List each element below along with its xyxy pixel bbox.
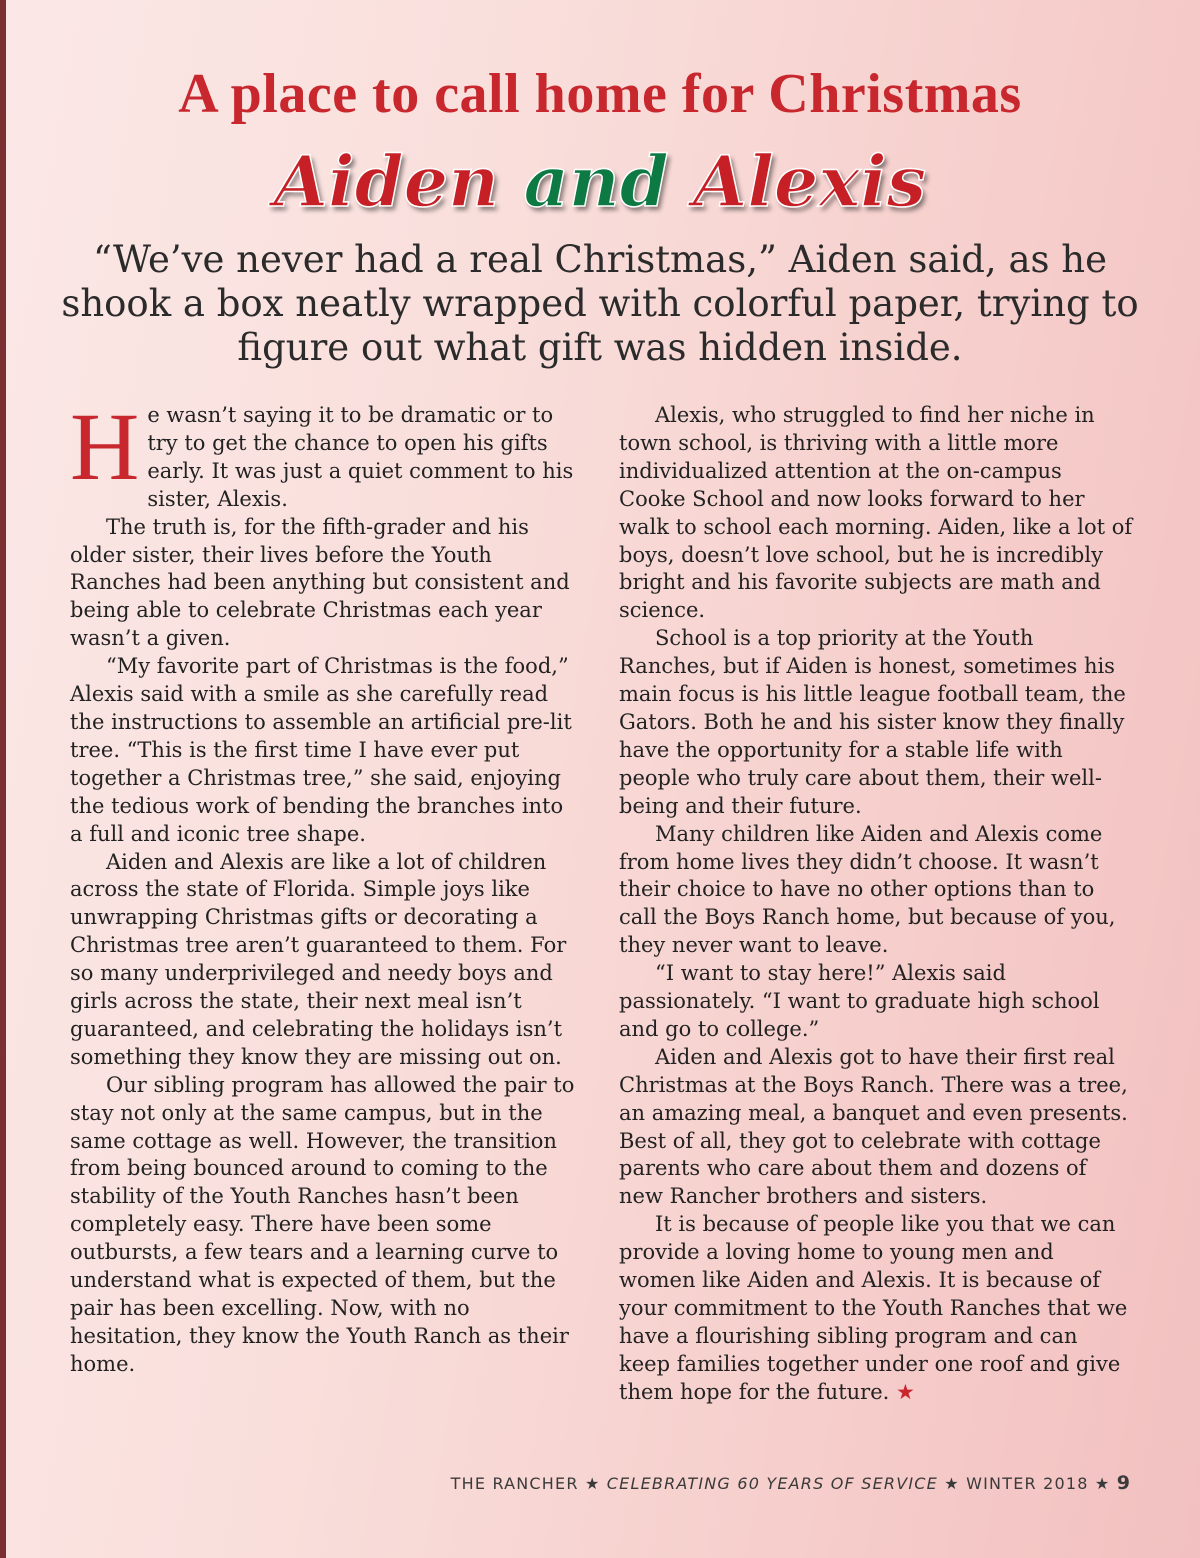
star-separator-icon: ★ bbox=[1094, 1474, 1111, 1493]
name-alexis: Alexis bbox=[693, 140, 927, 223]
body-paragraph: “My favorite part of Christmas is the food,” Alexis said with a smile as she carefully read the instructions to assemble an artificial pre-lit tree. “This is the first time I have ever put together a Christmas tree,” she said, enjoying the tedious work of bending the branches into a full and iconic tree shape. bbox=[70, 654, 572, 846]
page-number: 9 bbox=[1116, 1472, 1130, 1494]
footer-tagline: CELEBRATING 60 YEARS OF SERVICE bbox=[606, 1474, 938, 1493]
publication-name: THE RANCHER bbox=[450, 1474, 579, 1493]
body-paragraph: Many children like Aiden and Alexis come from home lives they didn’t choose. It wasn’t their choice to have no other options than to call the Boys Ranch home, but because of you, they never want to leave. bbox=[619, 821, 1116, 958]
body-paragraph: School is a top priority at the Youth Ranches, but if Aiden is honest, sometimes his main focus is his little league football team, the Gators. Both he and his sister know they finally have the opportunity for a stable life with people who truly care about them, their well-being and their future. bbox=[619, 626, 1126, 818]
story-names-title bbox=[0, 140, 1200, 223]
body-paragraph: Aiden and Alexis got to have their first real Christmas at the Boys Ranch. There was a tree, an amazing meal, a banquet and even presents. Best of all, they got to celebrate with cottage parents who care about them and dozens of new Rancher brothers and sisters. bbox=[619, 1044, 1128, 1209]
body-paragraph: Our sibling program has allowed the pair to stay not only at the same campus, but in the same cottage as well. However, the transition from being bounced around to coming to the stability of the Youth Ranches hasn’t been completely easy. There have been some outbursts, a few tears and a learning curve to understand what is expected of them, but the pair has been excelling. Now, with no hesitation, they know the Youth Ranch as their home. bbox=[70, 1072, 575, 1376]
star-separator-icon: ★ bbox=[944, 1474, 960, 1493]
star-separator-icon: ★ bbox=[584, 1474, 601, 1493]
page-footer bbox=[451, 1472, 1130, 1494]
end-star-icon: ★ bbox=[895, 1379, 915, 1404]
body-column-left bbox=[70, 393, 575, 1379]
drop-cap: H bbox=[70, 393, 140, 500]
body-paragraph: Aiden and Alexis are like a lot of children across the state of Florida. Simple joys like unwrapping Christmas gifts or decorating a Christmas tree aren’t guaranteed to them. For so many underprivileged and needy boys and girls across the state, their next meal isn’t guaranteed, and celebrating the holidays isn’t something they know they are missing out on. bbox=[70, 849, 567, 1069]
pull-quote: “We’ve never had a real Christmas,” Aiden said, as he shook a box neatly wrapped with colorful paper, trying to figure out what gift was hidden inside. bbox=[61, 238, 1139, 369]
body-paragraph: “I want to stay here!” Alexis said passionately. “I want to graduate high school and go to college.” bbox=[619, 961, 1100, 1041]
name-aiden: Aiden bbox=[273, 140, 500, 223]
paragraph-text: It is because of people like you that we can provide a loving home to young men and women like Aiden and Alexis. It is because of your commitment to the Youth Ranches that we have a flourishing sibling program and can keep families together under one roof and give them hope for the future. bbox=[619, 1212, 1128, 1404]
name-and: and bbox=[523, 140, 669, 223]
page-edge-strip bbox=[0, 0, 6, 1558]
body-paragraph: The truth is, for the fifth-grader and his older sister, their lives before the Youth Ranches had been anything but consistent and being able to celebrate Christmas each year wasn’t a given. bbox=[70, 514, 570, 651]
issue-date: WINTER 2018 bbox=[966, 1474, 1089, 1493]
headline: A place to call home for Christmas bbox=[178, 63, 1022, 125]
body-paragraph: Alexis, who struggled to find her niche in town school, is thriving with a little more individualized attention at the on-campus Cooke School and now looks forward to her walk to school each morning. Aiden, like a lot of boys, doesn’t love school, but he is incredibly bright and his favorite subjects are math and science. bbox=[619, 403, 1133, 623]
paragraph-text: e wasn’t saying it to be dramatic or to try to get the chance to open his gifts early. It was just a quiet comment to his sister, Alexis. bbox=[147, 403, 574, 511]
body-column-right bbox=[619, 402, 1134, 1407]
body-paragraph bbox=[70, 393, 575, 514]
body-paragraph bbox=[619, 1211, 1134, 1406]
